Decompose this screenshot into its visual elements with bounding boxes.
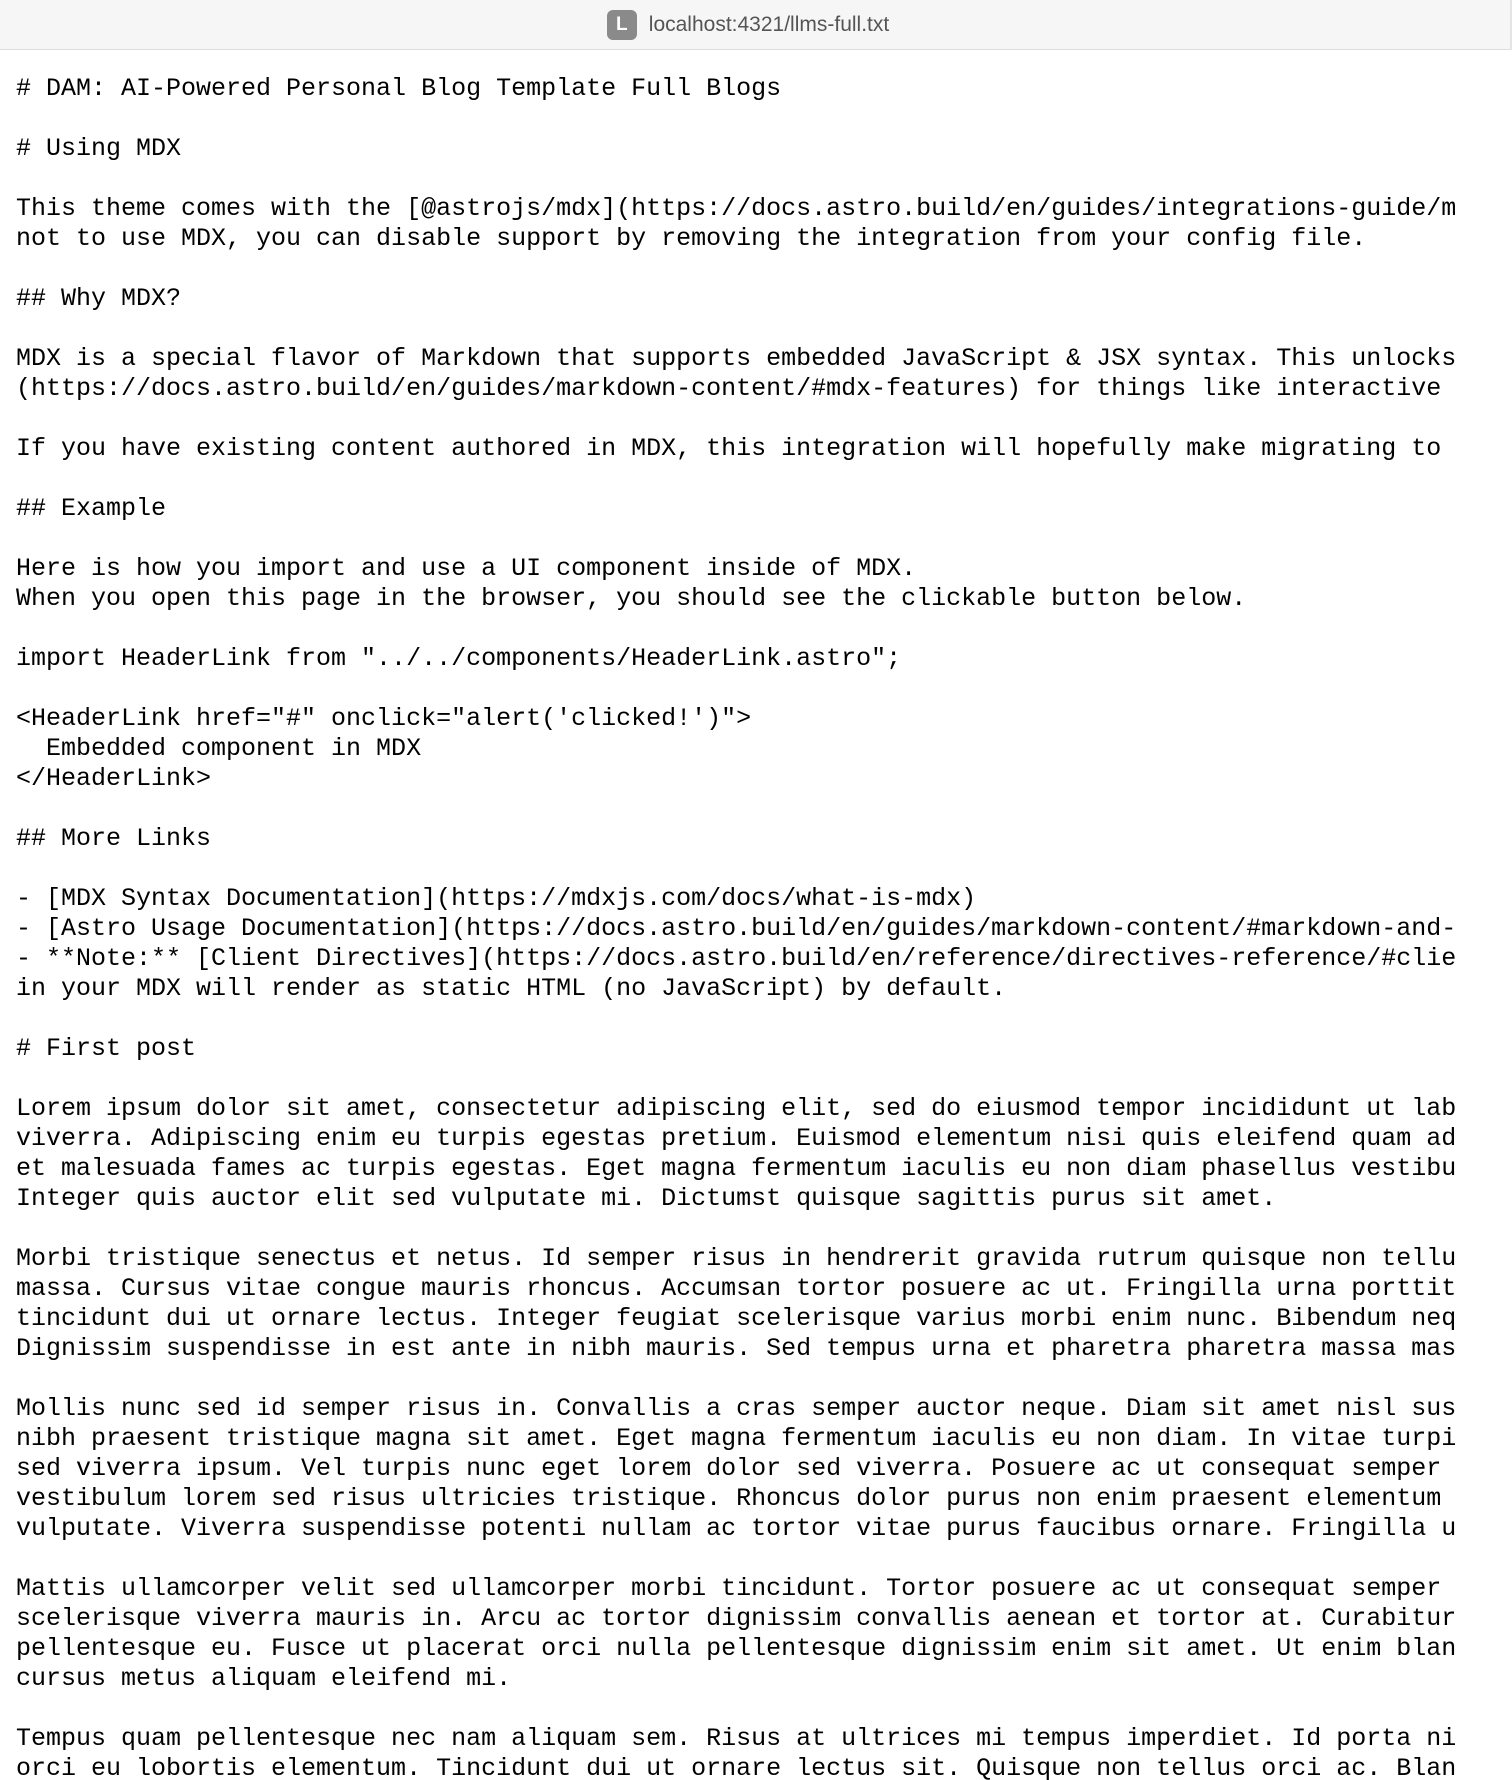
text-line: Mollis nunc sed id semper risus in. Convallis a cras semper auctor neque. Diam sit amet nisl sus <box>16 1394 1457 1423</box>
blank-line <box>16 854 1512 884</box>
text-line: scelerisque viverra mauris in. Arcu ac tortor dignissim convallis aenean et tortor at. Curabitur <box>16 1604 1457 1633</box>
text-line: ## More Links <box>16 824 212 853</box>
plain-text-document <box>16 74 1512 1780</box>
blank-line <box>16 794 1512 824</box>
text-line: not to use MDX, you can disable support by removing the integration from your config file. <box>16 224 1367 253</box>
text-line: et malesuada fames ac turpis egestas. Eget magna fermentum iaculis eu non diam phasellus vestibu <box>16 1154 1457 1183</box>
blank-line <box>16 164 1512 194</box>
text-line: ## Example <box>16 494 167 523</box>
text-line: pellentesque eu. Fusce ut placerat orci nulla pellentesque dignissim enim sit amet. Ut enim blan <box>16 1634 1457 1663</box>
text-line: Morbi tristique senectus et netus. Id semper risus in hendrerit gravida rutrum quisque non tellu <box>16 1244 1457 1273</box>
blank-line <box>16 1544 1512 1574</box>
text-line: viverra. Adipiscing enim eu turpis egestas pretium. Euismod elementum nisi quis eleifend quam ad <box>16 1124 1457 1153</box>
text-line: sed viverra ipsum. Vel turpis nunc eget lorem dolor sed viverra. Posuere ac ut consequat semper <box>16 1454 1442 1483</box>
blank-line <box>16 1004 1512 1034</box>
text-line: - [Astro Usage Documentation](https://docs.astro.build/en/guides/markdown-content/#markdown-and- <box>16 914 1457 943</box>
url-text[interactable]: localhost:4321/llms-full.txt <box>648 12 890 36</box>
text-line: Integer quis auctor elit sed vulputate mi. Dictumst quisque sagittis purus sit amet. <box>16 1184 1277 1213</box>
text-line: Embedded component in MDX <box>16 734 422 763</box>
text-document-viewport[interactable] <box>16 74 1512 1780</box>
blank-line <box>16 1214 1512 1244</box>
text-line: Here is how you import and use a UI component inside of MDX. <box>16 554 917 583</box>
text-line: ## Why MDX? <box>16 284 182 313</box>
text-line: - **Note:** [Client Directives](https://docs.astro.build/en/reference/directives-reference/#clie <box>16 944 1457 973</box>
text-line: Mattis ullamcorper velit sed ullamcorper morbi tincidunt. Tortor posuere ac ut consequat semper <box>16 1574 1442 1603</box>
blank-line <box>16 314 1512 344</box>
text-line: If you have existing content authored in MDX, this integration will hopefully make migrating to <box>16 434 1442 463</box>
text-line: Dignissim suspendisse in est ante in nibh mauris. Sed tempus urna et pharetra pharetra massa mas <box>16 1334 1457 1363</box>
blank-line <box>16 1364 1512 1394</box>
blank-line <box>16 464 1512 494</box>
blank-line <box>16 524 1512 554</box>
text-line: import HeaderLink from "../../components/HeaderLink.astro"; <box>16 644 902 673</box>
text-line: # Using MDX <box>16 134 182 163</box>
text-line: tincidunt dui ut ornare lectus. Integer feugiat scelerisque varius morbi enim nunc. Bibendum neq <box>16 1304 1457 1333</box>
text-line: vestibulum lorem sed risus ultricies tristique. Rhoncus dolor purus non enim praesent elementum <box>16 1484 1442 1513</box>
text-line: cursus metus aliquam eleifend mi. <box>16 1664 512 1693</box>
blank-line <box>16 1694 1512 1724</box>
text-line: (https://docs.astro.build/en/guides/markdown-content/#mdx-features) for things like interactive <box>16 374 1442 403</box>
text-line: Tempus quam pellentesque nec nam aliquam sem. Risus at ultrices mi tempus imperdiet. Id porta ni <box>16 1724 1457 1753</box>
text-line: nibh praesent tristique magna sit amet. Eget magna fermentum iaculis eu non diam. In vitae turpi <box>16 1424 1457 1453</box>
blank-line <box>16 674 1512 704</box>
blank-line <box>16 254 1512 284</box>
text-line: orci eu lobortis elementum. Tincidunt dui ut ornare lectus sit. Quisque non tellus orci ac. Blan <box>16 1754 1457 1780</box>
text-line: # DAM: AI-Powered Personal Blog Template Full Blogs <box>16 74 782 103</box>
text-line: When you open this page in the browser, you should see the clickable button below. <box>16 584 1247 613</box>
blank-line <box>16 614 1512 644</box>
text-line: This theme comes with the [@astrojs/mdx](https://docs.astro.build/en/guides/integrations-guide/m <box>16 194 1457 223</box>
text-line: # First post <box>16 1034 197 1063</box>
text-line: in your MDX will render as static HTML (no JavaScript) by default. <box>16 974 1007 1003</box>
text-line: </HeaderLink> <box>16 764 212 793</box>
text-line: vulputate. Viverra suspendisse potenti nullam ac tortor vitae purus faucibus ornare. Fringilla u <box>16 1514 1457 1543</box>
text-line: - [MDX Syntax Documentation](https://mdxjs.com/docs/what-is-mdx) <box>16 884 977 913</box>
text-line: MDX is a special flavor of Markdown that supports embedded JavaScript & JSX syntax. This unlocks <box>16 344 1457 373</box>
blank-line <box>16 104 1512 134</box>
address-bar[interactable] <box>0 0 1512 50</box>
url-display[interactable] <box>607 10 889 40</box>
text-line: <HeaderLink href="#" onclick="alert('clicked!')"> <box>16 704 752 733</box>
text-line: massa. Cursus vitae congue mauris rhoncus. Accumsan tortor posuere ac ut. Fringilla urna porttit <box>16 1274 1457 1303</box>
site-favicon-icon: L <box>607 10 637 40</box>
blank-line <box>16 404 1512 434</box>
text-line: Lorem ipsum dolor sit amet, consectetur adipiscing elit, sed do eiusmod tempor incididunt ut lab <box>16 1094 1457 1123</box>
blank-line <box>16 1064 1512 1094</box>
